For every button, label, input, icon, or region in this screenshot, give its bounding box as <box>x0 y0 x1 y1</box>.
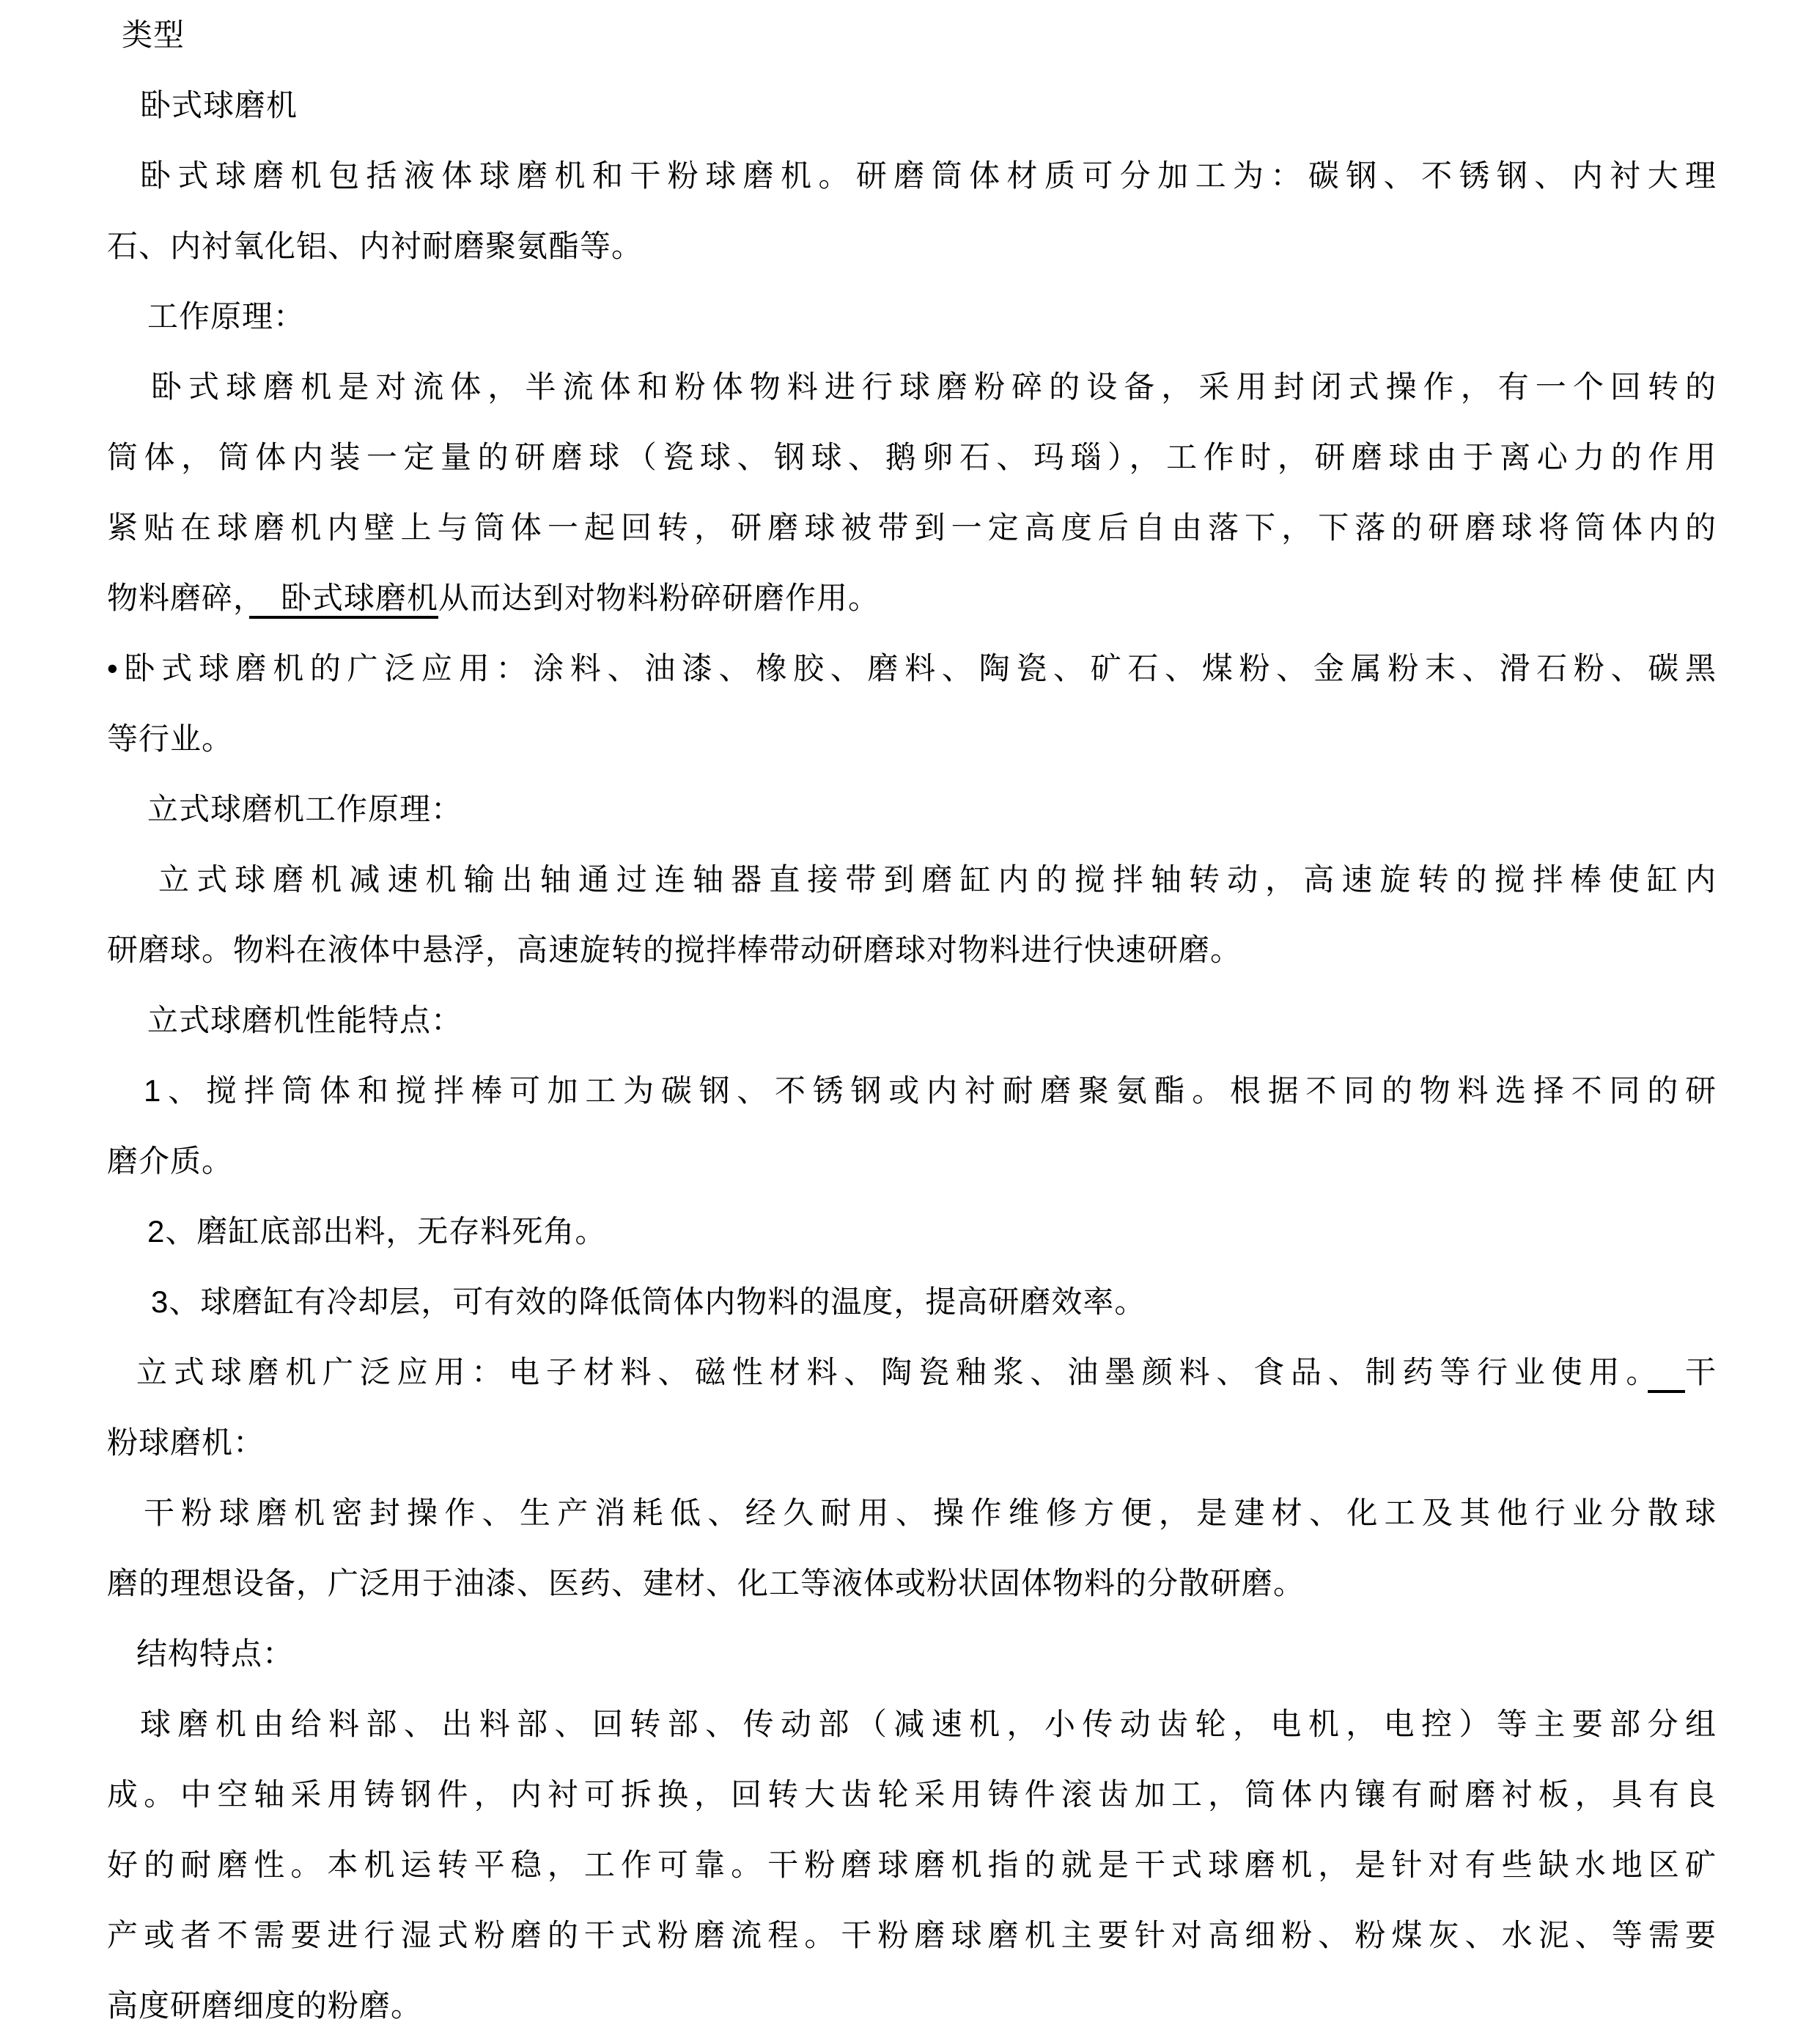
text-line <box>107 493 1717 563</box>
text-segment: 成。中空轴采用铸钢件，内衬可拆换，回转大齿轮采用铸件滚齿加工，筒体内镶有耐磨衬板，具有良 <box>107 1777 1717 1812</box>
text-segment: 立式球磨机性能特点： <box>147 1003 463 1037</box>
text-line <box>107 1056 1717 1126</box>
text-segment: 物料磨碎， <box>107 581 250 615</box>
text-line <box>107 1830 1717 1900</box>
text-segment: 产或者不需要进行湿式粉磨的干式粉磨流程。干粉磨球磨机主要针对高细粉、粉煤灰、水泥、等需要 <box>107 1918 1717 1952</box>
text-line <box>107 704 1717 774</box>
text-line <box>107 1267 1717 1337</box>
text-segment: 好的耐磨性。本机运转平稳，工作可靠。干粉磨球磨机指的就是干式球磨机，是针对有些缺水地区矿 <box>107 1848 1717 1882</box>
underlined-text-segment: 卧式球磨机 <box>249 581 439 615</box>
text-segment: 工作原理： <box>147 299 306 334</box>
text-segment: 筒体，筒体内装一定量的研磨球（瓷球、钢球、鹅卵石、玛瑙），工作时，研磨球由于离心力的作用 <box>107 440 1717 474</box>
text-segment: 卧式球磨机是对流体，半流体和粉体物料进行球磨粉碎的设备，采用封闭式操作，有一个回转的 <box>151 370 1717 404</box>
underlined-text-segment <box>1648 1355 1685 1389</box>
text-line <box>107 1196 1717 1267</box>
text-segment: 球磨机由给料部、出料部、回转部、传动部（减速机，小传动齿轮，电机，电控）等主要部分组 <box>140 1707 1717 1741</box>
text-segment: 等行业。 <box>107 721 234 756</box>
text-segment: 类型 <box>122 18 185 52</box>
text-line <box>107 985 1717 1056</box>
text-segment: 从而达到对物料粉碎研磨作用。 <box>438 581 880 615</box>
text-segment: 高度研磨细度的粉磨。 <box>107 1988 423 2023</box>
text-line <box>107 1548 1717 1619</box>
text-line <box>107 845 1717 915</box>
text-line <box>107 774 1717 845</box>
document-text-block <box>107 0 1717 2041</box>
text-line <box>107 422 1717 493</box>
text-line <box>107 282 1717 352</box>
text-segment: 干粉球磨机密封操作、生产消耗低、经久耐用、操作维修方便，是建材、化工及其他行业分散球 <box>144 1496 1717 1530</box>
text-line <box>107 1337 1717 1408</box>
text-segment: 卧式球磨机包括液体球磨机和干粉球磨机。研磨筒体材质可分加工为：碳钢、不锈钢、内衬大理 <box>140 158 1717 193</box>
text-line <box>107 211 1717 282</box>
text-segment: 1、搅拌筒体和搅拌棒可加工为碳钢、不锈钢或内衬耐磨聚氨酯。根据不同的物料选择不同的研 <box>144 1073 1717 1108</box>
text-line <box>107 1619 1717 1689</box>
text-segment: 磨的理想设备，广泛用于油漆、医药、建材、化工等液体或粉状固体物料的分散研磨。 <box>107 1566 1305 1600</box>
text-line <box>107 563 1717 633</box>
text-segment: 研磨球。物料在液体中悬浮，高速旋转的搅拌棒带动研磨球对物料进行快速研磨。 <box>107 933 1242 967</box>
text-segment: 3、球磨缸有冷却层，可有效的降低筒体内物料的温度，提高研磨效率。 <box>151 1284 1146 1319</box>
text-segment: 2、磨缸底部出料，无存料死角。 <box>147 1214 607 1249</box>
text-line <box>107 1126 1717 1196</box>
text-line <box>107 1689 1717 1760</box>
text-segment: 立式球磨机广泛应用：电子材料、磁性材料、陶瓷釉浆、油墨颜料、食品、制药等行业使用。 <box>136 1355 1648 1389</box>
text-segment: 卧式球磨机 <box>140 88 298 122</box>
text-segment: 结构特点： <box>136 1636 295 1671</box>
text-line <box>107 633 1717 704</box>
text-segment: 粉球磨机： <box>107 1425 265 1460</box>
text-segment: 立式球磨机工作原理： <box>147 792 463 826</box>
text-line <box>107 352 1717 422</box>
text-segment: 干 <box>1684 1355 1717 1389</box>
text-segment: 立式球磨机减速机输出轴通过连轴器直接带到磨缸内的搅拌轴转动，高速旋转的搅拌棒使缸内 <box>158 862 1717 897</box>
text-segment: 紧贴在球磨机内壁上与筒体一起回转，研磨球被带到一定高度后自由落下，下落的研磨球将筒体内的 <box>107 510 1717 545</box>
text-line <box>107 0 1717 70</box>
text-line <box>107 141 1717 211</box>
text-segment: 石、内衬氧化铝、内衬耐磨聚氨酯等。 <box>107 229 644 263</box>
text-line <box>107 70 1717 141</box>
text-line <box>107 1408 1717 1478</box>
text-line <box>107 915 1717 985</box>
text-line <box>107 1760 1717 1830</box>
text-line <box>107 1971 1717 2041</box>
text-segment: •卧式球磨机的广泛应用：涂料、油漆、橡胶、磨料、陶瓷、矿石、煤粉、金属粉末、滑石粉、碳黑 <box>107 651 1717 685</box>
text-line <box>107 1478 1717 1548</box>
text-line <box>107 1900 1717 1971</box>
text-segment: 磨介质。 <box>107 1144 234 1178</box>
